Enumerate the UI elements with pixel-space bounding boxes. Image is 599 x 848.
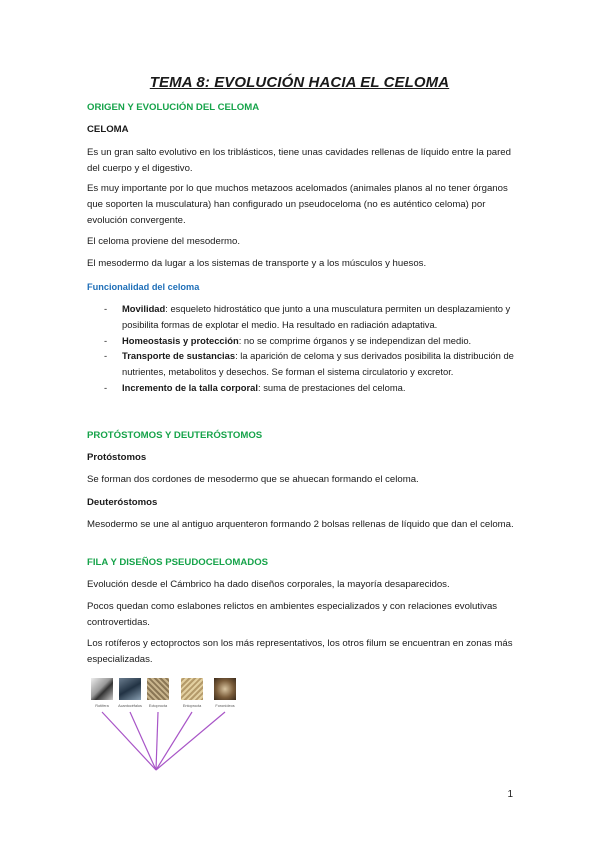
caption-rotifera: Rotífera [95,704,109,708]
bullet-dash: - [104,303,108,314]
item-term: Movilidad [122,303,166,314]
caption-entoprocta: Entoprocta [182,704,202,708]
list-item [87,333,517,349]
paragraph-celoma-4: El mesodermo da lugar a los sistemas de transporte y a los músculos y huesos. [87,258,427,269]
item-text: la aparición de celoma y sus derivados posibilita la distribución de nutrientes, metabolitos y desechos. Se forman el sistema circulatorio y excretor. [122,350,514,378]
paragraph-fila-2: Pocos quedan como eslabones relictos en ambientes especializados y con relaciones evolutivas controvertidas. [87,601,498,628]
item-sep: : [165,303,171,314]
bullet-dash: - [104,334,108,346]
item-text: esqueleto hidrostático que junto a una musculatura permiten un desplazamiento y posibilita formas de explotar el medio. Ha resultado en radiación adaptativa. [122,303,511,330]
funcionalidad-heading: Funcionalidad del celoma [87,282,200,292]
item-sep: : [235,350,241,362]
section-heading-protostomos: PROTÓSTOMOS Y DEUTERÓSTOMOS [87,430,263,441]
bullet-dash: - [104,350,108,362]
tree-branch-line [102,712,156,770]
item-text: suma de prestaciones del celoma. [263,381,406,393]
subheading-deuterostomos: Deuteróstomos [87,497,158,508]
section-heading-fila: FILA Y DISEÑOS PSEUDOCELOMADOS [87,557,269,568]
funcionalidad-list [87,301,517,396]
paragraph-celoma-3: El celoma proviene del mesodermo. [87,236,241,247]
paragraph-protostomos: Se forman dos cordones de mesodermo que se ahuecan formando el celoma. [87,474,419,485]
phylogeny-tree-lines [87,676,247,776]
tree-branch-line [156,712,158,770]
page-number: 1 [507,789,513,800]
item-term: Incremento de la talla corporal [122,381,258,393]
list-item [87,380,517,396]
bullet-dash: - [104,381,108,393]
document-title: TEMA 8: EVOLUCIÓN HACIA EL CELOMA [149,74,450,91]
phylogeny-figure [87,676,247,776]
caption-foronideos: Foronídeos [215,704,235,708]
item-text: no se comprime órganos y se independizan del medio. [243,334,472,346]
tree-branch-line [156,712,225,770]
subheading-celoma: CELOMA [87,124,129,135]
section-heading-origen: ORIGEN Y EVOLUCIÓN DEL CELOMA [87,102,260,113]
tree-branch-line [156,712,192,770]
tree-branch-line [130,712,156,770]
paragraph-fila-1: Evolución desde el Cámbrico ha dado diseños corporales, la mayoría desaparecidos. [87,579,450,590]
paragraph-celoma-2: Es muy importante por lo que muchos metazoos acelomados (animales planos al no tener órganos que soporten la musculatura) han configurado un pseudoceloma (no es auténtico celoma) por evolución convergente. [87,183,508,226]
subheading-protostomos: Protóstomos [87,452,147,463]
item-term: Homeostasis y protección [122,334,239,346]
item-sep: : [238,334,244,346]
item-sep: : [257,381,264,393]
paragraph-deuterostomos: Mesodermo se une al antiguo arquenteron formando 2 bolsas rellenas de líquido que dan el celoma. [87,519,514,530]
item-term: Transporte de sustancias [122,350,236,362]
paragraph-celoma-1: Es un gran salto evolutivo en los triblásticos, tiene unas cavidades rellenas de líquido entre la pared del cuerpo y el digestivo. [87,147,511,174]
list-item [87,301,517,333]
caption-acantocefalos: Acantocéfalos [118,704,142,708]
list-item [87,348,517,380]
caption-ectoprocta: Ectoprocta [148,704,168,708]
paragraph-fila-3: Los rotíferos y ectoproctos son los más representativos, los otros filum se encuentran en zonas más especializadas. [87,638,513,665]
